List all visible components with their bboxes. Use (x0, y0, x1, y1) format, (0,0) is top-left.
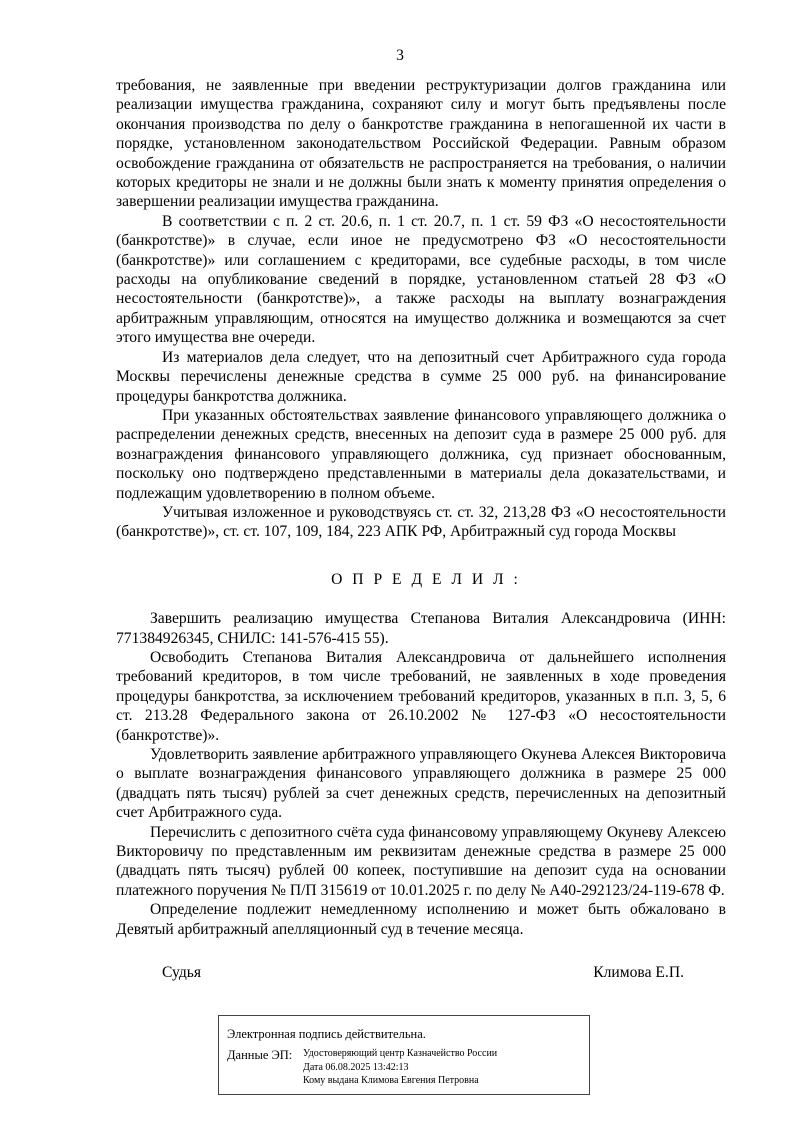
ruling-item-complete: Завершить реализацию имущества Степанова Виталия Александровича (ИНН: 771384926345, СНИЛС: 141-576-415 55). (116, 610, 726, 647)
e-signature-title: Электронная подпись действительна. (227, 1027, 426, 1041)
signature-row (116, 963, 726, 983)
ruling-item-transfer: Перечислить с депозитного счёта суда финансовому управляющему Окуневу Алексею Викторовичу по представленным им реквизитам денежные средства в размере 25 000 (двадцать пять тысяч) рублей 00 копеек, поступившие на депозит суда на основании платежного поручения № П/П 315619 от 10.01.2025 г. по делу № А40-292123/24-119-678 Ф. (116, 823, 726, 899)
judge-label: Судья (162, 964, 202, 982)
ruling-item-appeal: Определение подлежит немедленному исполнению и может быть обжаловано в Девятый арбитражный апелляционный суд в течение месяца. (116, 901, 726, 938)
paragraph-continuation: требования, не заявленные при введении реструктуризации долгов гражданина или реализации имущества гражданина, сохраняют силу и могут быть предъявлены после окончания производства по делу о банкротстве гражданина в непогашенной их части в порядке, установленном законодательством Российской Федерации. Равным образом освобождение гражданина от обязательств не распространяется на требования, о наличии которых кредиторы не знали и не должны были знать к моменту принятия определения о завершении реализации имущества гражданина. (116, 77, 726, 211)
e-signature-issued-to: Кому выдана Климова Евгения Петровна (303, 1075, 479, 1086)
paragraph-circumstances: При указанных обстоятельствах заявление финансового управляющего должника о распределении денежных средств, внесенных на депозит суда в размере 25 000 руб. для вознаграждения финансового управляющего должника, суд признает обоснованным, поскольку оно подтверждено представленными в материалы дела доказательствами, и подлежащим удовлетворению в полном объеме. (116, 406, 726, 502)
e-signature-date: Дата 06.08.2025 13:42:13 (303, 1061, 409, 1073)
paragraph-guided-by: Учитывая изложенное и руководствуясь ст. ст. 32, 213,28 ФЗ «О несостоятельности (банкротстве)», ст. ст. 107, 109, 184, 223 АПК РФ, Арбитражный суд города Москвы (116, 503, 726, 541)
ruling-heading: О П Р Е Д Е Л И Л : (331, 570, 521, 588)
ruling-item-satisfy: Удовлетворить заявление арбитражного управляющего Окунева Алексея Викторовича о выплате вознаграждения финансового управляющего должника в размере 25 000 (двадцать пять тысяч) рублей за счет денежных средств, перечисленных на депозитный счет Арбитражного суда. (116, 746, 726, 822)
paragraph-legal-basis: В соответствии с п. 2 ст. 20.6, п. 1 ст. 20.7, п. 1 ст. 59 ФЗ «О несостоятельности (банкротстве)» в случае, если иное не предусмотрено ФЗ «О несостоятельности (банкротстве)» или соглашением с кредиторами, все судебные расходы, в том числе расходы на опубликование сведений в порядке, установленном статьей 28 ФЗ «О несостоятельности (банкротстве)», а также расходы на выплату вознаграждения арбитражным управляющим, относятся на имущество должника и возмещаются за счет этого имущества вне очереди. (116, 212, 726, 347)
e-signature-data-label: Данные ЭП: (227, 1048, 293, 1062)
e-signature-stamp (218, 1015, 590, 1095)
e-signature-details (303, 1047, 497, 1088)
judge-name: Климова Е.П. (593, 964, 684, 982)
paragraph-deposit: Из материалов дела следует, что на депозитный счет Арбитражного суда города Москвы перечислены денежные средства в сумме 25 000 руб. на финансирование процедуры банкротства должника. (116, 348, 726, 405)
e-signature-center: Удостоверяющий центр Казначейство России (303, 1048, 498, 1059)
ruling-item-release: Освободить Степанова Виталия Александровича от дальнейшего исполнения требований кредиторов, в том числе требований, не заявленных в ходе проведения процедуры банкротства, за исключением требований кредиторов, указанных в п.п. 3, 5, 6 ст. 213.28 Федерального закона от 26.10.2002 № 127-ФЗ «О несостоятельности (банкротстве)». (116, 648, 726, 744)
page-number: 3 (396, 47, 404, 64)
document-body (116, 76, 726, 983)
